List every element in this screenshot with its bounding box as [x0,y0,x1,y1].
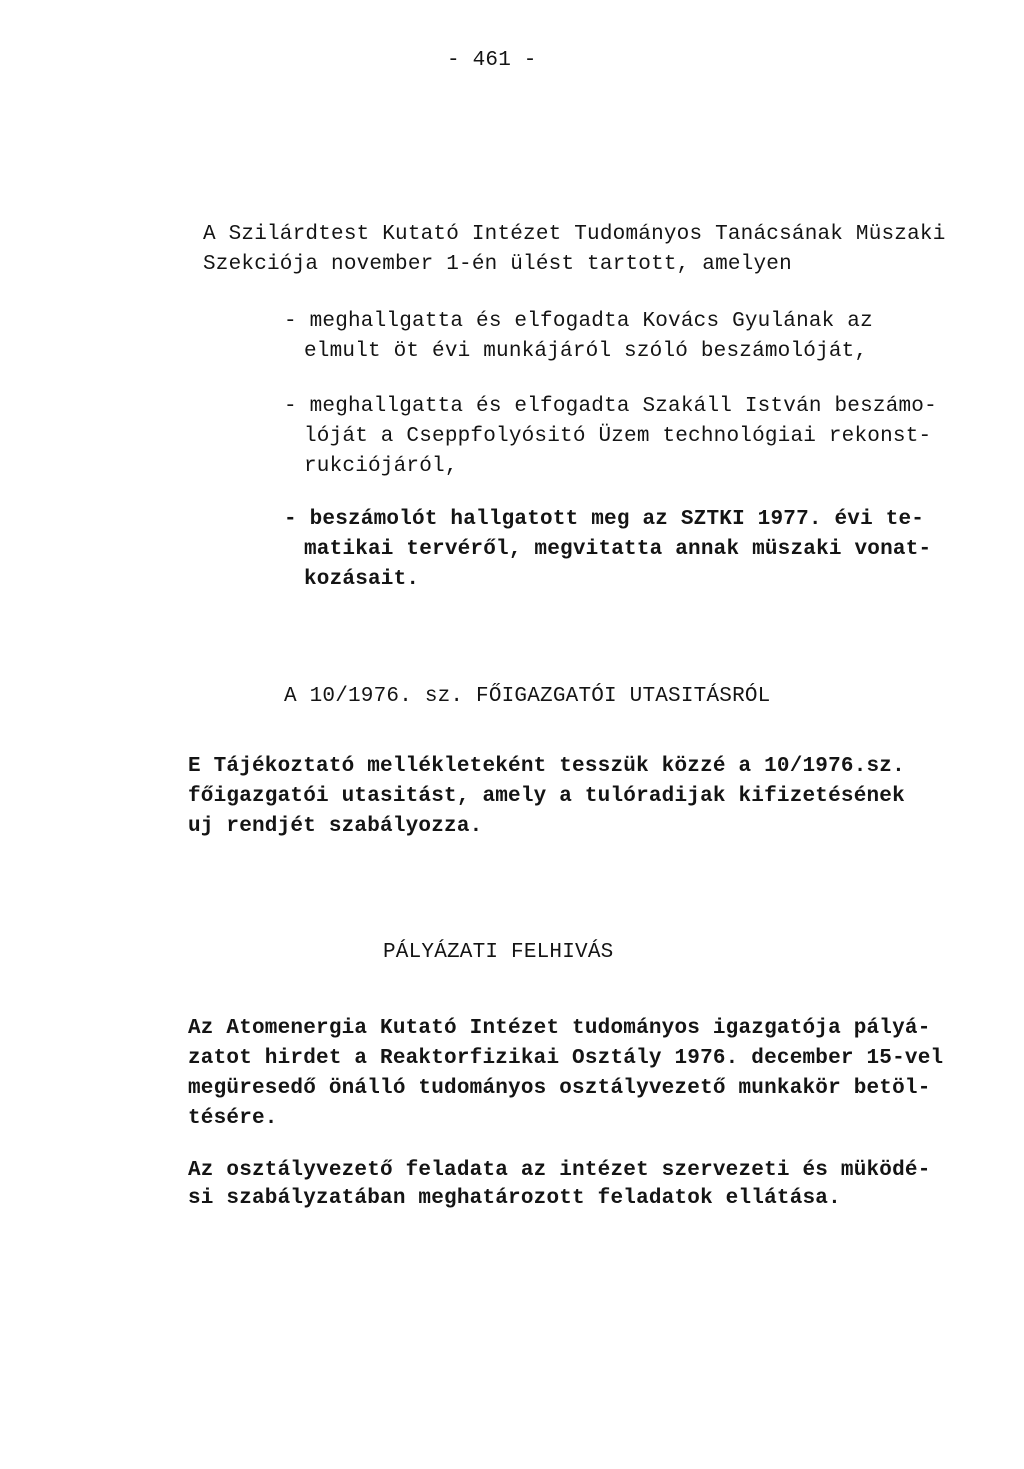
item3-line-2: matikai tervéről, megvitatta annak müszaki vonat- [304,538,932,561]
section2-heading: A 10/1976. sz. FŐIGAZGATÓI UTASITÁSRÓL [284,685,771,708]
intro-line-1: A Szilárdtest Kutató Intézet Tudományos Tanácsának Müszaki [203,223,946,246]
item2-line-1: - meghallgatta és elfogadta Szakáll István beszámo- [284,395,937,418]
page-number: - 461 - [447,49,537,72]
item3-line-3: kozásait. [304,568,420,591]
item1-line-2: elmult öt évi munkájáról szóló beszámolóját, [304,340,868,363]
para1-line-3: megüresedő önálló tudományos osztályvezető munkakör betöl- [188,1077,931,1100]
item2-line-3: rukciójáról, [304,455,458,478]
section2-body-line-2: főigazgatói utasitást, amely a tulóradijak kifizetésének [188,785,905,808]
para2-line-1: Az osztályvezető feladata az intézet szervezeti és müködé- [188,1159,931,1182]
para1-line-1: Az Atomenergia Kutató Intézet tudományos igazgatója pályá- [188,1017,931,1040]
section3-heading: PÁLYÁZATI FELHIVÁS [383,941,614,964]
para1-line-4: tésére. [188,1107,278,1130]
item2-line-2: lóját a Cseppfolyósitó Üzem technológiai rekonst- [304,425,932,448]
item1-line-1: - meghallgatta és elfogadta Kovács Gyulának az [284,310,873,333]
intro-line-2: Szekciója november 1-én ülést tartott, amelyen [203,253,792,276]
para1-line-2: zatot hirdet a Reaktorfizikai Osztály 1976. december 15-vel [188,1047,944,1070]
section2-body-line-1: E Tájékoztató mellékleteként tesszük közzé a 10/1976.sz. [188,755,905,778]
section2-body-line-3: uj rendjét szabályozza. [188,815,483,838]
para2-line-2: si szabályzatában meghatározott feladatok ellátása. [188,1187,841,1210]
item3-line-1: - beszámolót hallgatott meg az SZTKI 1977. évi te- [284,508,925,531]
